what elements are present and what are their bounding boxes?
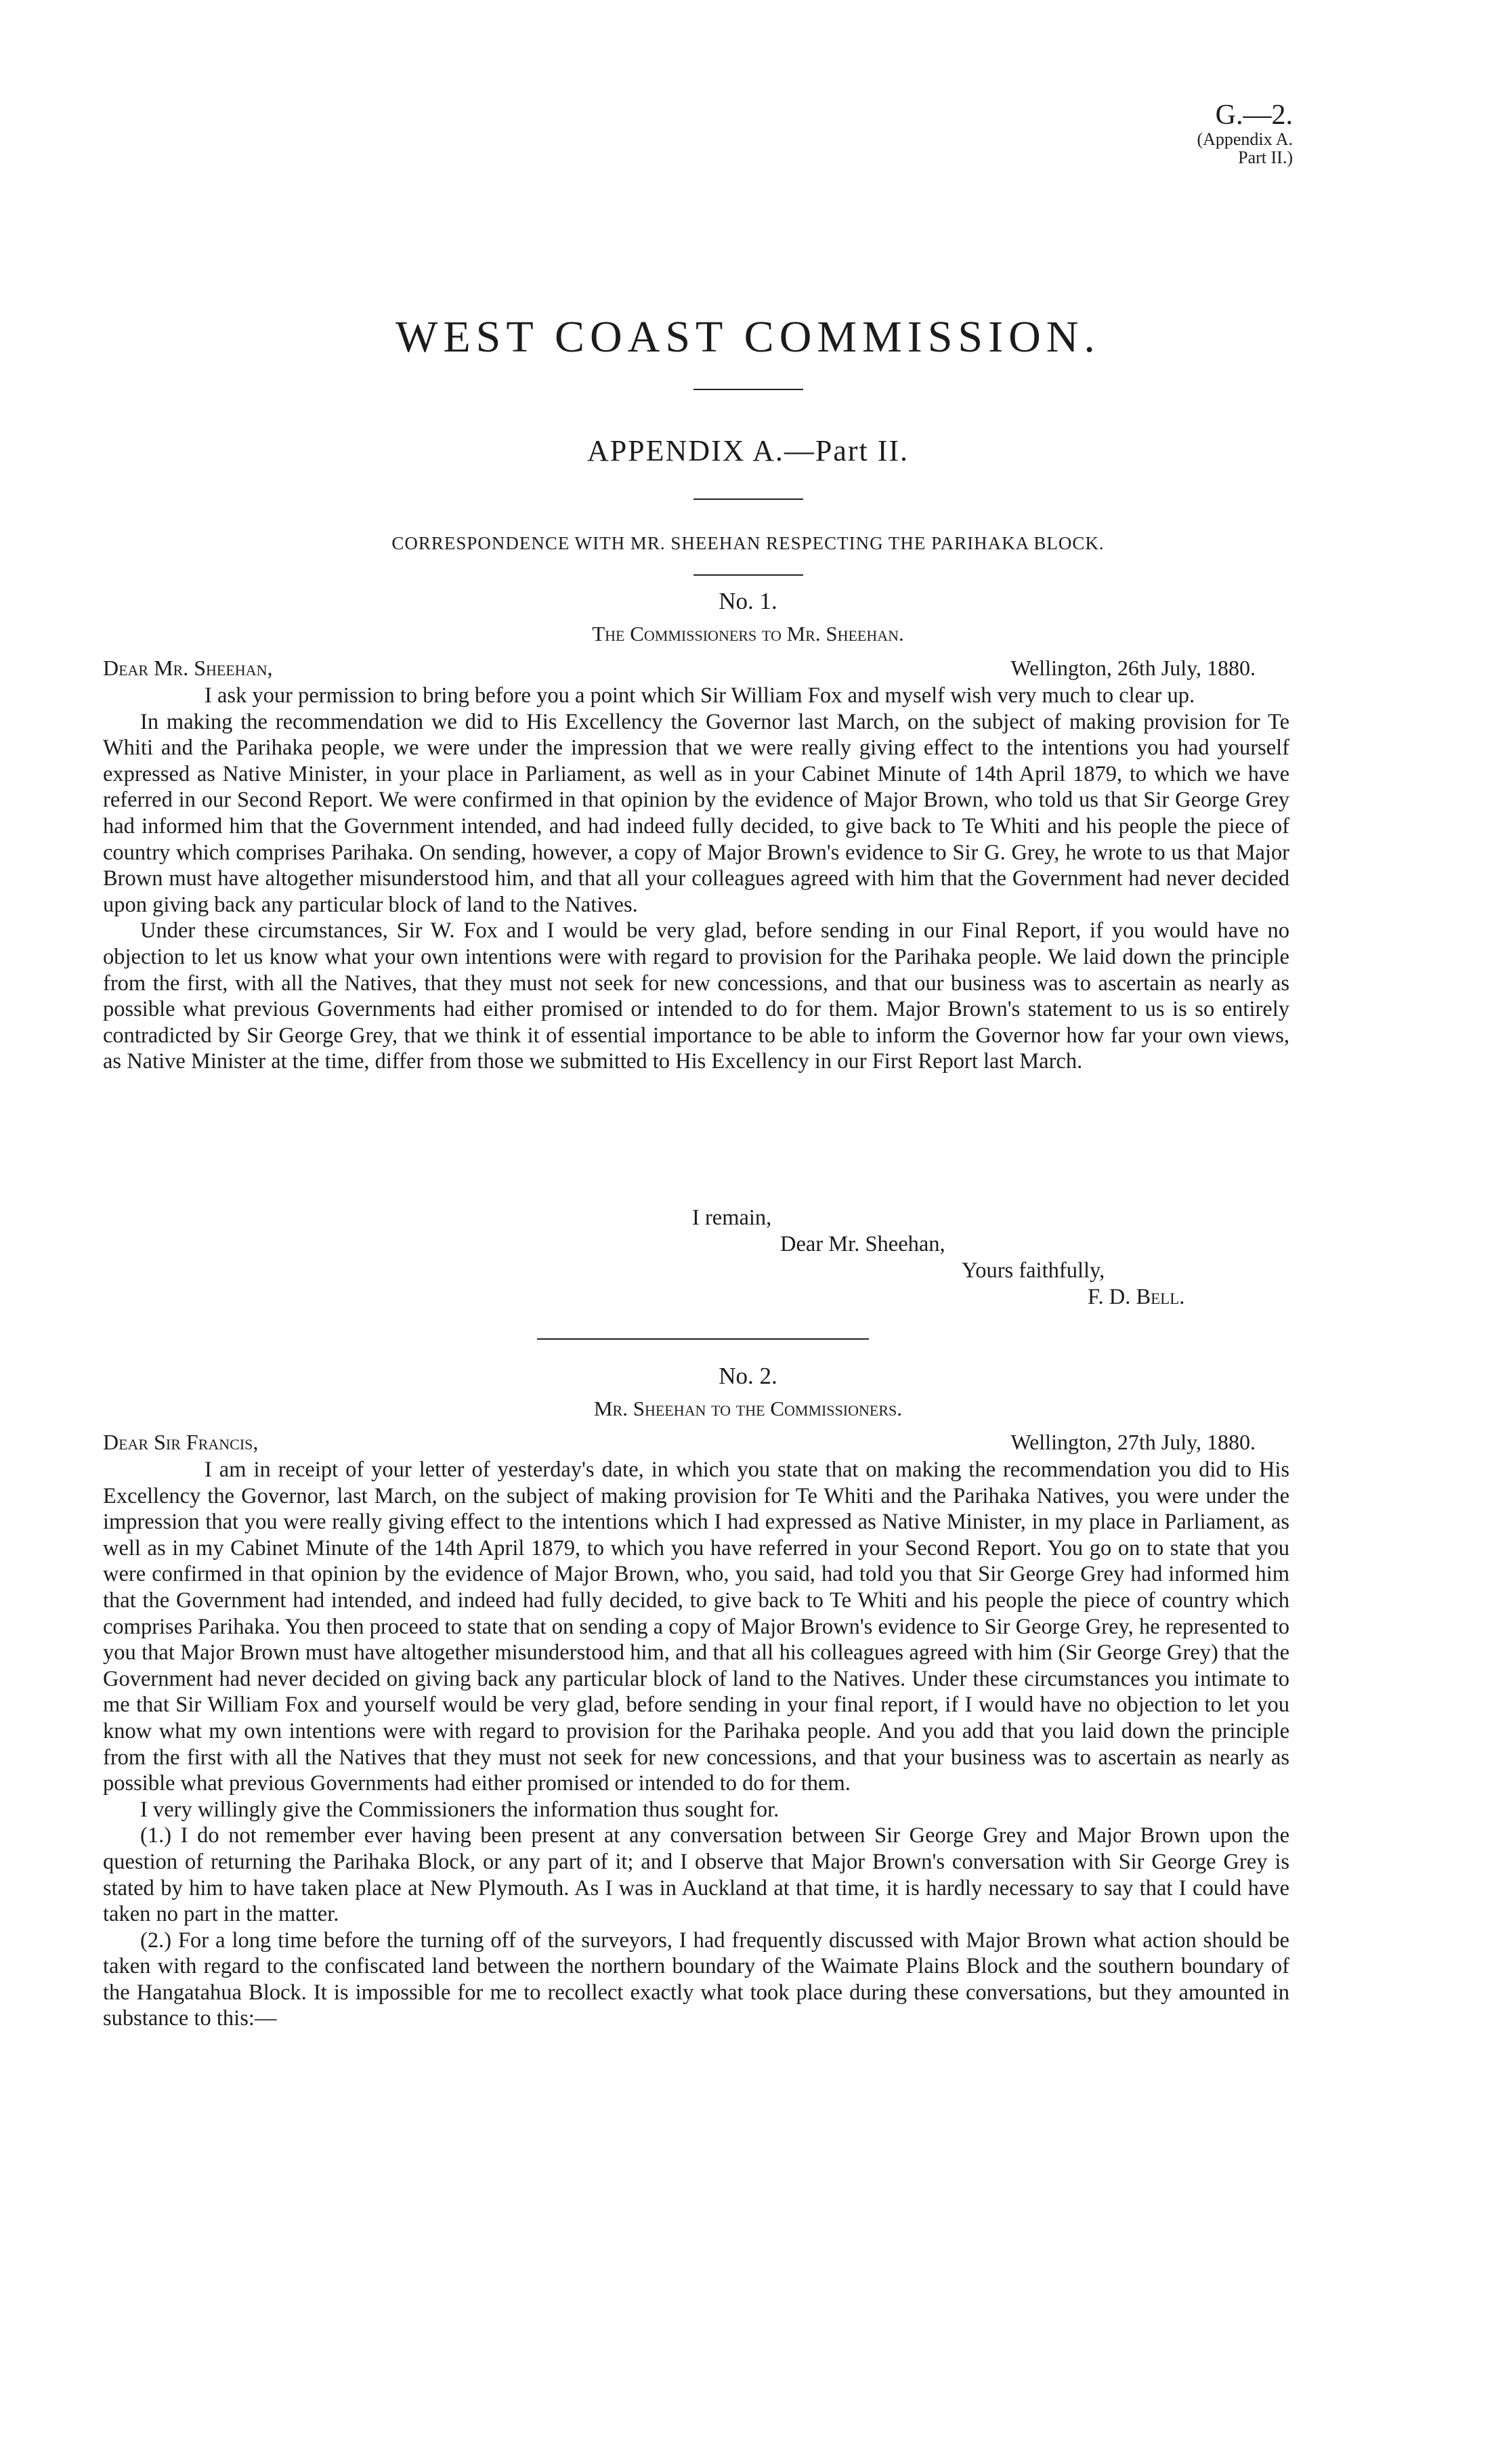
letter-2-salutation: Dear Sir Francis,	[103, 1430, 259, 1454]
appendix-subtitle: APPENDIX A.—Part II.	[586, 434, 910, 467]
title-divider	[693, 389, 803, 390]
letter-1-closing-salutation: Dear Mr. Sheehan,	[780, 1232, 945, 1256]
letter-1-paragraph: I ask your permission to bring before you a point which Sir William Fox and myself wish very much to clear up.	[205, 683, 1195, 708]
letter-1-dateline: Wellington, 26th July, 1880.	[1010, 656, 1256, 680]
letter-1-number: No. 1.	[719, 588, 777, 614]
letter-2-paragraph: (1.) I do not remember ever having been present at any conversation between Sir George Grey and Major Brown upon the question of returning the Parihaka Block, or any part of it; and I observe that Major Brown's conversation with Sir George Grey is stated by him to have taken place at New Plymouth. As I was in Auckland at that time, it is hardly necessary to say that I could have taken no part in the matter.	[103, 1823, 1289, 1927]
letter-2-paragraph: I very willingly give the Commissioners the information thus sought for.	[140, 1797, 779, 1822]
letter-1-closing-faithfully: Yours faithfully,	[962, 1258, 1105, 1283]
part-reference: Part II.)	[1238, 148, 1293, 168]
letter-1-heading: The Commissioners to Mr. Sheehan.	[592, 622, 904, 645]
letter-1-paragraph: Under these circumstances, Sir W. Fox and I would be very glad, before sending in our Final Report, if you would have no objection to let us know what your own intentions were with regard to provision for the Parihaka people. We laid down the principle from the first, with all the Natives, that they must not seek for new concessions, and that our business was to ascertain as nearly as possible what previous Governments had either promised or intended to do for them. Major Brown's statement to us is so entirely contradicted by Sir George Grey, that we think it of essential importance to be able to inform the Governor how far your own views, as Native Minister at the time, differ from those we submitted to His Excellency in our First Report last March.	[103, 918, 1289, 1074]
document-code: G.—2.	[1215, 100, 1293, 131]
page-title: WEST COAST COMMISSION.	[396, 312, 1100, 362]
letter-2-heading: Mr. Sheehan to the Commissioners.	[593, 1397, 903, 1420]
letter-2-number: No. 2.	[719, 1363, 777, 1389]
letter-2-dateline: Wellington, 27th July, 1880.	[1010, 1430, 1256, 1454]
letter-1-signature: F. D. Bell.	[1088, 1285, 1185, 1309]
letter-1-closing-remain: I remain,	[692, 1206, 772, 1230]
letter-1-paragraph: In making the recommendation we did to His Excellency the Governor last March, on the subject of making provision for Te Whiti and the Parihaka people, we were under the impression that we were really giving effect to the intentions you had yourself expressed as Native Minister, in your place in Parliament, as well as in your Cabinet Minute of 14th April 1879, to which we have referred in our Second Report. We were confirmed in that opinion by the evidence of Major Brown, who told us that Sir George Grey had informed him that the Government intended, and had indeed fully decided, to give back to Te Whiti and his people the piece of country which comprises Parihaka. On sending, however, a copy of Major Brown's evidence to Sir G. Grey, he wrote to us that Major Brown must have altogether misunderstood him, and that all your colleagues agreed with him that the Government had never decided upon giving back any particular block of land to the Natives.	[103, 709, 1289, 917]
letter-1-body	[103, 683, 1289, 1075]
caption-divider	[693, 574, 803, 576]
letter-2-paragraph: (2.) For a long time before the turning off of the surveyors, I had frequently discussed with Major Brown what action should be taken with regard to the confiscated land between the northern boundary of the Waimate Plains Block and the southern boundary of the Hangatahua Block. It is impossible for me to recollect exactly what took place during these conversations, but they amounted in substance to this:—	[103, 1928, 1289, 2031]
letter-2-paragraph: I am in receipt of your letter of yesterday's date, in which you state that on making the recommendation you did to His Excellency the Governor, last March, on the subject of making provision for Te Whiti and the Parihaka Natives, you were under the impression that you were really giving effect to the intentions which I had expressed as Native Minister, in my place in Parliament, as well as in my Cabinet Minute of the 14th April 1879, to which you have referred in your Second Report. You go on to state that you were confirmed in that opinion by the evidence of Major Brown, who, you said, had told you that Sir George Grey had informed him that the Government had intended, and indeed had fully decided, to give back to Te Whiti and his people the piece of country which comprises Parihaka. You then proceed to state that on sending a copy of Major Brown's evidence to Sir George Grey, he represented to you that Major Brown must have altogether misunderstood him, and that all his colleagues agreed with him (Sir George Grey) that the Government had never decided on giving back any particular block of land to the Natives. Under these circumstances you intimate to me that Sir William Fox and yourself would be very glad, before sending in your final report, if I would have no objection to let you know what my own intentions were with regard to provision for the Parihaka people. And you add that you laid down the principle from the first with all the Natives that they must not seek for new concessions, and that your business was to ascertain as nearly as possible what previous Governments had either promised or intended to do for them.	[103, 1458, 1289, 1796]
document-reference	[1197, 100, 1293, 167]
appendix-reference: (Appendix A.	[1197, 129, 1293, 150]
subtitle-divider	[693, 498, 803, 500]
letter-divider	[537, 1338, 869, 1340]
section-caption: CORRESPONDENCE WITH MR. SHEEHAN RESPECTING THE PARIHAKA BLOCK.	[391, 533, 1105, 553]
letter-2-body	[103, 1457, 1289, 2032]
letter-1-salutation: Dear Mr. Sheehan,	[103, 656, 273, 680]
